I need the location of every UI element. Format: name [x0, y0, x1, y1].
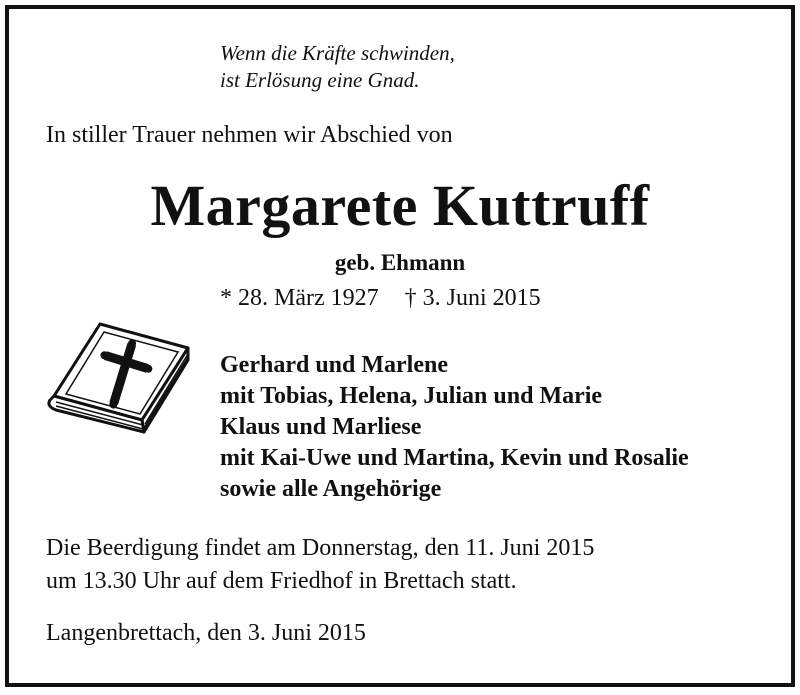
funeral-line-1: Die Beerdigung findet am Donnerstag, den 11. Juni 2015 [46, 535, 595, 561]
bible-with-cross-icon [40, 318, 190, 442]
maiden-name: geb. Ehmann [334, 250, 466, 275]
motto-line-1: Wenn die Kräfte schwinden, [220, 41, 455, 65]
intro-text: In stiller Trauer nehmen wir Abschied von [46, 122, 453, 148]
place-and-date: Langenbrettach, den 3. Juni 2015 [46, 620, 366, 646]
funeral-line-2: um 13.30 Uhr auf dem Friedhof in Brettach statt. [46, 568, 517, 594]
motto [220, 40, 455, 94]
family-list [220, 350, 689, 505]
family-line: sowie alle Angehörige [220, 476, 442, 502]
family-line: mit Kai-Uwe und Martina, Kevin und Rosalie [220, 445, 689, 471]
birth-date: * 28. März 1927 [220, 285, 379, 311]
family-line: Klaus und Marliese [220, 414, 422, 440]
death-date: † 3. Juni 2015 [404, 285, 541, 311]
family-line: Gerhard und Marlene [220, 352, 448, 378]
funeral-info [46, 532, 594, 598]
family-line: mit Tobias, Helena, Julian und Marie [220, 383, 603, 409]
motto-line-2: ist Erlösung eine Gnad. [220, 68, 420, 92]
deceased-name: Margarete Kuttruff [150, 173, 650, 238]
life-dates [220, 285, 541, 312]
